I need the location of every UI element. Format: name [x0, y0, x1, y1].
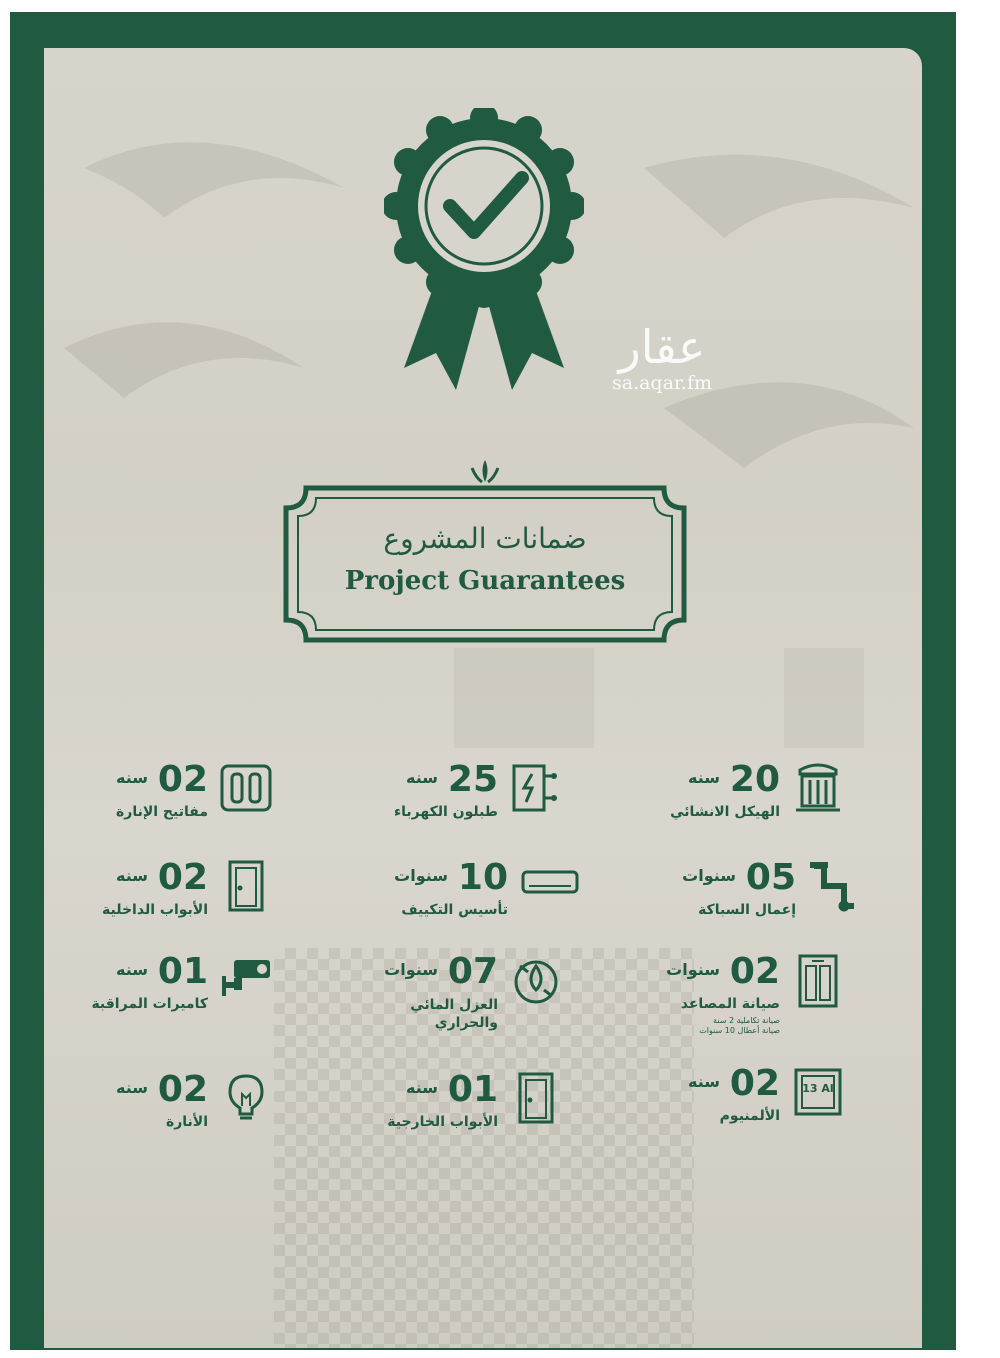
- guarantee-number: 07: [447, 951, 498, 992]
- guarantee-structure: [596, 760, 846, 840]
- plumbing-pipe-icon: [806, 858, 862, 914]
- insulation-icon: [508, 952, 564, 1008]
- guarantee-unit: سنه: [116, 1078, 148, 1097]
- guarantee-label: الألمنيوم: [719, 1108, 780, 1124]
- guarantee-lighting: [24, 1070, 274, 1150]
- aluminum-icon-text: 13 Al: [802, 1082, 834, 1095]
- guarantee-label: صيانة المصاعد: [680, 996, 780, 1012]
- guarantee-light-switches: [24, 760, 274, 840]
- building-columns-icon: [790, 760, 846, 816]
- guarantee-unit: سنوات: [666, 960, 720, 979]
- guarantee-unit: سنوات: [682, 866, 736, 885]
- guarantee-number: 02: [157, 759, 208, 800]
- guarantee-label: مفاتيح الإنارة: [116, 804, 208, 820]
- guarantee-label: العزل المائي والحراري: [410, 997, 498, 1031]
- guarantee-unit: سنه: [116, 768, 148, 787]
- electric-panel-icon: [508, 760, 564, 816]
- guarantee-number: 02: [729, 951, 780, 992]
- guarantee-label: الأبواب الخارجية: [387, 1114, 498, 1130]
- guarantee-unit: سنوات: [384, 960, 438, 979]
- guarantee-elevators: [596, 951, 846, 1035]
- guarantee-label: تأسيس التكييف: [401, 902, 508, 918]
- guarantee-note-line: صيانة تكاملية 2 سنة: [712, 1016, 780, 1025]
- guarantee-label: طبلون الكهرباء: [393, 804, 498, 820]
- guarantee-number: 25: [447, 759, 498, 800]
- guarantee-interior-doors: [24, 858, 274, 938]
- watermark-logo: عقار: [618, 320, 706, 374]
- guarantee-label: الأبواب الداخلية: [102, 902, 208, 918]
- light-bulb-icon: [218, 1070, 274, 1126]
- check-badge-icon: [384, 108, 584, 398]
- guarantee-unit: سنه: [688, 1072, 720, 1091]
- guarantee-note-line: صيانة أعطال 10 سنوات: [699, 1026, 780, 1035]
- guarantee-label: الأنارة: [165, 1114, 208, 1130]
- guarantee-number: 01: [157, 951, 208, 992]
- guarantee-unit: سنه: [688, 768, 720, 787]
- guarantee-number: 10: [457, 857, 508, 898]
- watermark: [582, 322, 742, 394]
- guarantee-exterior-doors: [314, 1070, 564, 1150]
- watermark-url: sa.aqar.fm: [611, 372, 713, 394]
- guarantee-number: 05: [745, 857, 796, 898]
- air-conditioner-icon: [518, 858, 580, 914]
- exterior-door-icon: [508, 1070, 564, 1126]
- guarantee-plumbing: [612, 858, 862, 938]
- guarantee-number: 02: [157, 1069, 208, 1110]
- guarantee-unit: سنوات: [394, 866, 448, 885]
- light-switch-icon: [218, 760, 274, 816]
- elevator-icon: [790, 952, 846, 1008]
- guarantee-cameras: [24, 952, 274, 1032]
- title-english: Project Guarantees: [344, 566, 626, 596]
- guarantee-unit: سنه: [406, 768, 438, 787]
- guarantee-note: [699, 1016, 780, 1036]
- guarantee-number: 01: [447, 1069, 498, 1110]
- guarantee-unit: سنه: [406, 1078, 438, 1097]
- guarantee-electric-panel: [314, 760, 564, 840]
- guarantee-label: الهيكل الانشائي: [670, 804, 780, 820]
- guarantee-label: إعمال السباكة: [698, 902, 796, 918]
- interior-door-icon: [218, 858, 274, 914]
- aluminum-icon: [790, 1064, 846, 1120]
- guarantee-number: 02: [729, 1063, 780, 1104]
- guarantee-aluminum: [596, 1064, 846, 1144]
- guarantee-unit: سنه: [116, 866, 148, 885]
- guarantee-air-conditioning: [324, 858, 574, 938]
- guarantee-unit: سنه: [116, 960, 148, 979]
- guarantee-number: 20: [729, 759, 780, 800]
- title-arabic: ضمانات المشروع: [383, 522, 587, 555]
- security-camera-icon: [218, 952, 274, 1008]
- guarantee-label: كاميرات المراقبة: [91, 996, 208, 1012]
- guarantee-insulation: [314, 952, 564, 1032]
- guarantee-number: 02: [157, 857, 208, 898]
